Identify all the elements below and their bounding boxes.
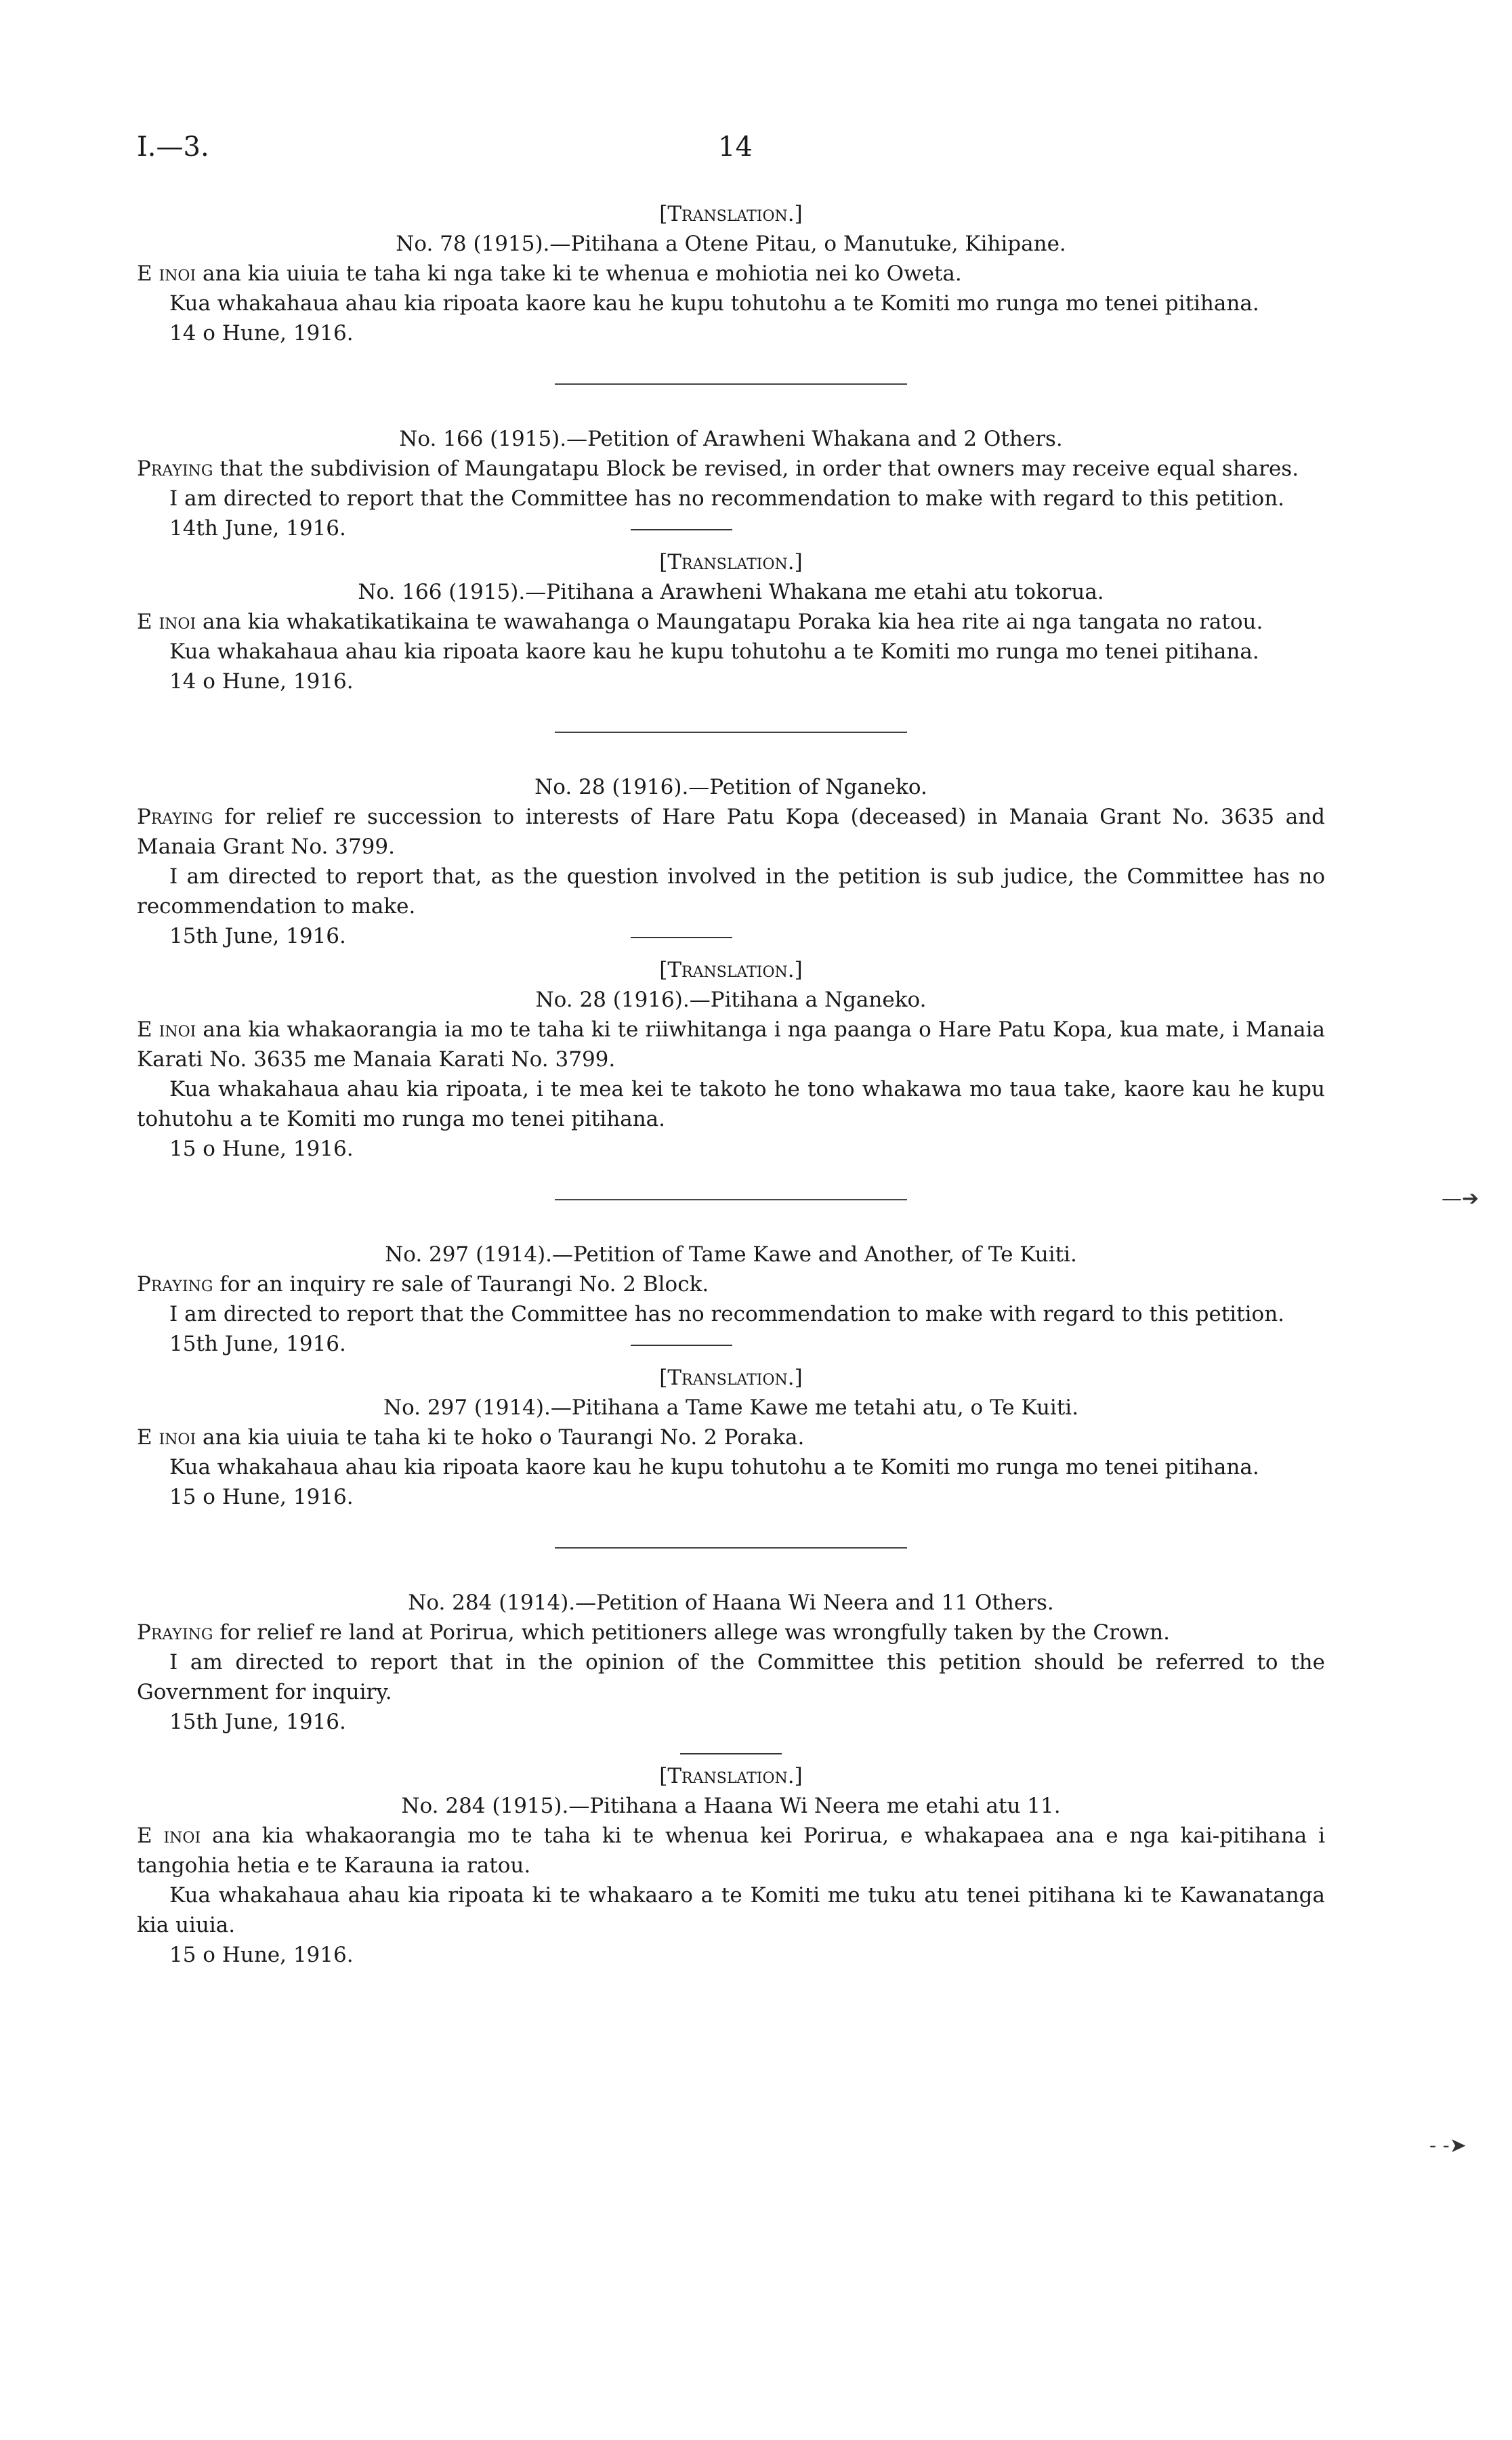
committee-report: I am directed to report that the Committee has no recommendation to make with regard to this petition. bbox=[169, 486, 1285, 511]
prayer-lead-word: Praying bbox=[137, 805, 213, 829]
petition-section bbox=[137, 1363, 1325, 1512]
petition-section bbox=[137, 1240, 1325, 1359]
prayer-lead-word: E inoi bbox=[137, 1824, 201, 1848]
report-date: 15th June, 1916. bbox=[169, 924, 346, 948]
translation-label: [Translation.] bbox=[659, 1764, 803, 1788]
report-date: 15 o Hune, 1916. bbox=[169, 1137, 354, 1161]
petition-prayer: Praying for relief re succession to interests of Hare Patu Kopa (deceased) in Manaia Grant No. 3635 and Manaia Grant No. 3799. bbox=[137, 805, 1325, 859]
section-divider bbox=[555, 383, 907, 385]
short-divider bbox=[631, 937, 732, 938]
petition-heading: No. 166 (1915).—Petition of Arawheni Whakana and 2 Others. bbox=[399, 427, 1063, 451]
petition-section bbox=[137, 1588, 1325, 1754]
short-divider bbox=[631, 529, 732, 530]
committee-report: Kua whakahaua ahau kia ripoata kaore kau he kupu tohutohu a te Komiti mo runga mo tenei pitihana. bbox=[169, 639, 1259, 664]
translation-label: [Translation.] bbox=[659, 1366, 803, 1390]
report-date: 15 o Hune, 1916. bbox=[169, 1485, 354, 1509]
prayer-lead-word: E inoi bbox=[137, 261, 196, 286]
petition-prayer: Praying that the subdivision of Maungatapu Block be revised, in order that owners may receive equal shares. bbox=[137, 457, 1299, 481]
report-date: 14th June, 1916. bbox=[169, 516, 346, 541]
margin-arrow-icon: —➔ bbox=[1442, 1187, 1479, 1211]
report-date: 14 o Hune, 1916. bbox=[169, 669, 354, 694]
short-divider bbox=[631, 1345, 732, 1346]
petition-section bbox=[137, 1761, 1325, 1970]
section-divider bbox=[555, 1199, 907, 1200]
translation-label: [Translation.] bbox=[659, 550, 803, 574]
translation-label: [Translation.] bbox=[659, 202, 803, 226]
committee-report: I am directed to report that, as the question involved in the petition is sub judice, the Committee has no recommendation to make. bbox=[137, 864, 1325, 919]
petition-section bbox=[137, 199, 1325, 348]
petition-prayer: Praying for relief re land at Porirua, which petitioners allege was wrongfully taken by the Crown. bbox=[137, 1620, 1170, 1645]
prayer-lead-word: E inoi bbox=[137, 1017, 196, 1042]
committee-report: Kua whakahaua ahau kia ripoata, i te mea kei te takoto he tono whakawa mo taua take, kaore kau he kupu tohutohu a te Komiti mo runga mo tenei pitihana. bbox=[137, 1077, 1325, 1131]
prayer-lead-word: E inoi bbox=[137, 610, 196, 634]
petition-section bbox=[137, 955, 1325, 1164]
committee-report: Kua whakahaua ahau kia ripoata kaore kau he kupu tohutohu a te Komiti mo runga mo tenei pitihana. bbox=[169, 1455, 1259, 1479]
section-divider bbox=[555, 1547, 907, 1549]
petition-section bbox=[137, 547, 1325, 696]
report-date: 14 o Hune, 1916. bbox=[169, 321, 354, 345]
committee-report: I am directed to report that the Committee has no recommendation to make with regard to this petition. bbox=[169, 1302, 1285, 1326]
margin-arrow-icon: - -➤ bbox=[1429, 2134, 1467, 2158]
petition-heading: No. 28 (1916).—Pitihana a Nganeko. bbox=[535, 988, 927, 1012]
petition-heading: No. 284 (1914).—Petition of Haana Wi Neera and 11 Others. bbox=[408, 1591, 1054, 1615]
petition-prayer: E inoi ana kia whakatikatikaina te wawahanga o Maungatapu Poraka kia hea rite ai nga tangata no ratou. bbox=[137, 610, 1263, 634]
report-date: 15th June, 1916. bbox=[169, 1710, 346, 1734]
petition-prayer: Praying for an inquiry re sale of Taurangi No. 2 Block. bbox=[137, 1272, 709, 1297]
petition-prayer: E inoi ana kia uiuia te taha ki te hoko o Taurangi No. 2 Poraka. bbox=[137, 1425, 805, 1450]
petition-prayer: E inoi ana kia uiuia te taha ki nga take ki te whenua e mohiotia nei ko Oweta. bbox=[137, 261, 962, 286]
prayer-lead-word: Praying bbox=[137, 457, 213, 481]
section-divider bbox=[555, 732, 907, 733]
prayer-lead-word: Praying bbox=[137, 1272, 213, 1297]
petition-section bbox=[137, 772, 1325, 951]
petition-heading: No. 297 (1914).—Petition of Tame Kawe and Another, of Te Kuiti. bbox=[385, 1242, 1077, 1267]
petition-heading: No. 297 (1914).—Pitihana a Tame Kawe me tetahi atu, o Te Kuiti. bbox=[383, 1395, 1079, 1420]
committee-report: Kua whakahaua ahau kia ripoata kaore kau he kupu tohutohu a te Komiti mo runga mo tenei pitihana. bbox=[169, 291, 1259, 316]
short-divider bbox=[680, 1753, 782, 1754]
document-body bbox=[137, 195, 1325, 1970]
page-header bbox=[0, 131, 1512, 172]
translation-label: [Translation.] bbox=[659, 958, 803, 982]
prayer-lead-word: E inoi bbox=[137, 1425, 196, 1450]
committee-report: Kua whakahaua ahau kia ripoata ki te whakaaro a te Komiti me tuku atu tenei pitihana ki te Kawanatanga kia uiuia. bbox=[137, 1883, 1325, 1937]
petition-heading: No. 78 (1915).—Pitihana a Otene Pitau, o Manutuke, Kihipane. bbox=[396, 232, 1066, 256]
report-date: 15 o Hune, 1916. bbox=[169, 1943, 354, 1967]
petition-heading: No. 284 (1915).—Pitihana a Haana Wi Neera me etahi atu 11. bbox=[401, 1794, 1061, 1818]
report-date: 15th June, 1916. bbox=[169, 1332, 346, 1356]
page-reference: I.—3. bbox=[137, 131, 209, 163]
prayer-lead-word: Praying bbox=[137, 1620, 213, 1645]
petition-heading: No. 166 (1915).—Pitihana a Arawheni Whakana me etahi atu tokorua. bbox=[358, 580, 1104, 604]
page-number: 14 bbox=[718, 131, 753, 163]
petition-section bbox=[137, 424, 1325, 543]
committee-report: I am directed to report that in the opinion of the Committee this petition should be referred to the Government for inquiry. bbox=[137, 1650, 1325, 1704]
petition-heading: No. 28 (1916).—Petition of Nganeko. bbox=[534, 775, 927, 799]
petition-prayer: E inoi ana kia whakaorangia mo te taha ki te whenua kei Porirua, e whakapaea ana e nga kai-pitihana i tangohia hetia e te Karauna ia ratou. bbox=[137, 1824, 1325, 1878]
petition-prayer: E inoi ana kia whakaorangia ia mo te taha ki te riiwhitanga i nga paanga o Hare Patu Kopa, kua mate, i Manaia Karati No. 3635 me Manaia Karati No. 3799. bbox=[137, 1017, 1325, 1072]
